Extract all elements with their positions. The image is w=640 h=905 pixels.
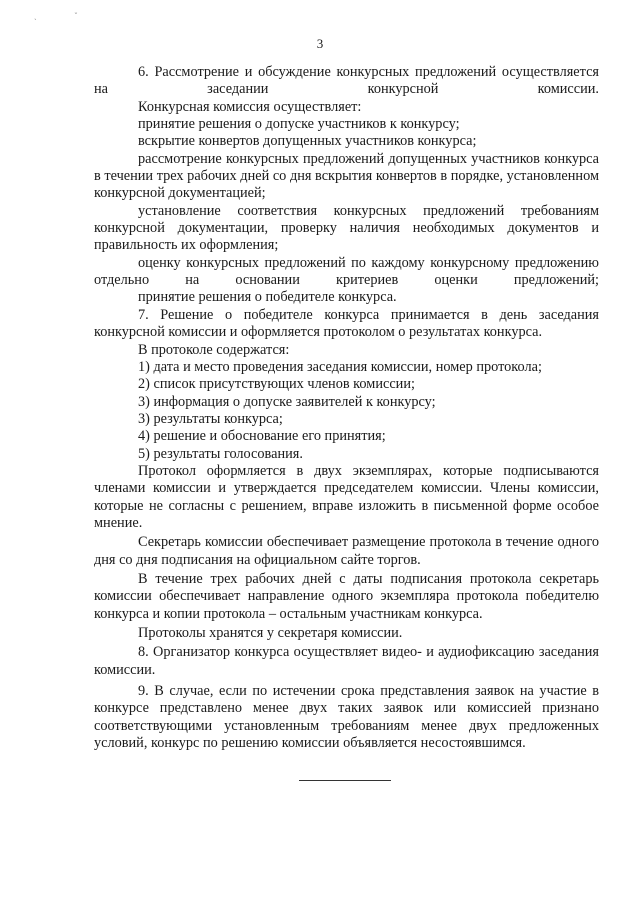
list-item-proposal-evaluation: оценку конкурсных предложений по каждому конкурсному предложению отдельно на основании критериев оценки предложений; <box>94 254 599 289</box>
paragraph-item-6: 6. Рассмотрение и обсуждение конкурсных предложений осуществляется на заседании конкурсной комиссии. <box>94 64 599 98</box>
paragraph-commission-duties: Конкурсная комиссия осуществляет: <box>138 98 362 115</box>
paragraph-protocol-copies: Протокол оформляется в двух экземплярах, которые подписываются членами комиссии и утверждается председателем комиссии. Члены комиссии, которые не согласны с решением, вправе изложить в письменной форме особое мнение. <box>94 462 599 531</box>
protocol-list-item-4: 4) решение и обоснование его принятия; <box>138 428 386 445</box>
protocol-list-item-1: 1) дата и место проведения заседания комиссии, номер протокола; <box>138 358 542 375</box>
paragraph-protocol-storage: Протоколы хранятся у секретаря комиссии. <box>138 625 403 641</box>
document-body <box>94 64 599 752</box>
paragraph-item-9: 9. В случае, если по истечении срока представления заявок на участие в конкурсе представлено менее двух таких заявок или комиссией признано соответствующими установленным требованиям менее двух предложенных условий, конкурс по решению комиссии объявляется несостоявшимся. <box>94 683 599 752</box>
paragraph-item-7: 7. Решение о победителе конкурса принимается в день заседания конкурсной комиссии и оформляется протоколом о результатах конкурса. <box>94 306 599 341</box>
list-item-admission-decision: принятие решения о допуске участников к конкурсу; <box>138 116 460 133</box>
list-item-compliance-check: установление соответствия конкурсных предложений требованиям конкурсной документации, проверку наличия необходимых документов и правильность их оформления; <box>94 202 599 254</box>
paragraph-protocol-contents: В протоколе содержатся: <box>138 341 290 358</box>
list-item-winner-decision: принятие решения о победителе конкурса. <box>138 289 397 306</box>
paragraph-secretary-publication: Секретарь комиссии обеспечивает размещение протокола в течение одного дня со дня подписания на официальном сайте торгов. <box>94 534 599 568</box>
paragraph-item-8: 8. Организатор конкурса осуществляет видео- и аудиофиксацию заседания комиссии. <box>94 644 599 678</box>
scan-corner-marks: ˎ ˘ <box>34 11 96 20</box>
protocol-list-item-3b: 3) результаты конкурса; <box>138 410 283 427</box>
list-item-envelope-opening: вскрытие конвертов допущенных участников конкурса; <box>138 133 477 150</box>
paragraph-protocol-distribution: В течение трех рабочих дней с даты подписания протокола секретарь комиссии обеспечивает направление одного экземпляра протокола победителю конкурса и копии протокола – остальным участникам конкурса. <box>94 570 599 622</box>
protocol-list-item-5: 5) результаты голосования. <box>138 445 303 462</box>
page-number: 3 <box>316 36 324 51</box>
protocol-list-item-3a: 3) информация о допуске заявителей к конкурсу; <box>138 393 436 410</box>
protocol-list-item-2: 2) список присутствующих членов комиссии; <box>138 376 415 393</box>
list-item-proposal-review: рассмотрение конкурсных предложений допущенных участников конкурса в течении трех рабочих дней со дня вскрытия конвертов в порядке, установленном конкурсной документацией; <box>94 150 599 202</box>
end-divider-line <box>299 780 391 781</box>
